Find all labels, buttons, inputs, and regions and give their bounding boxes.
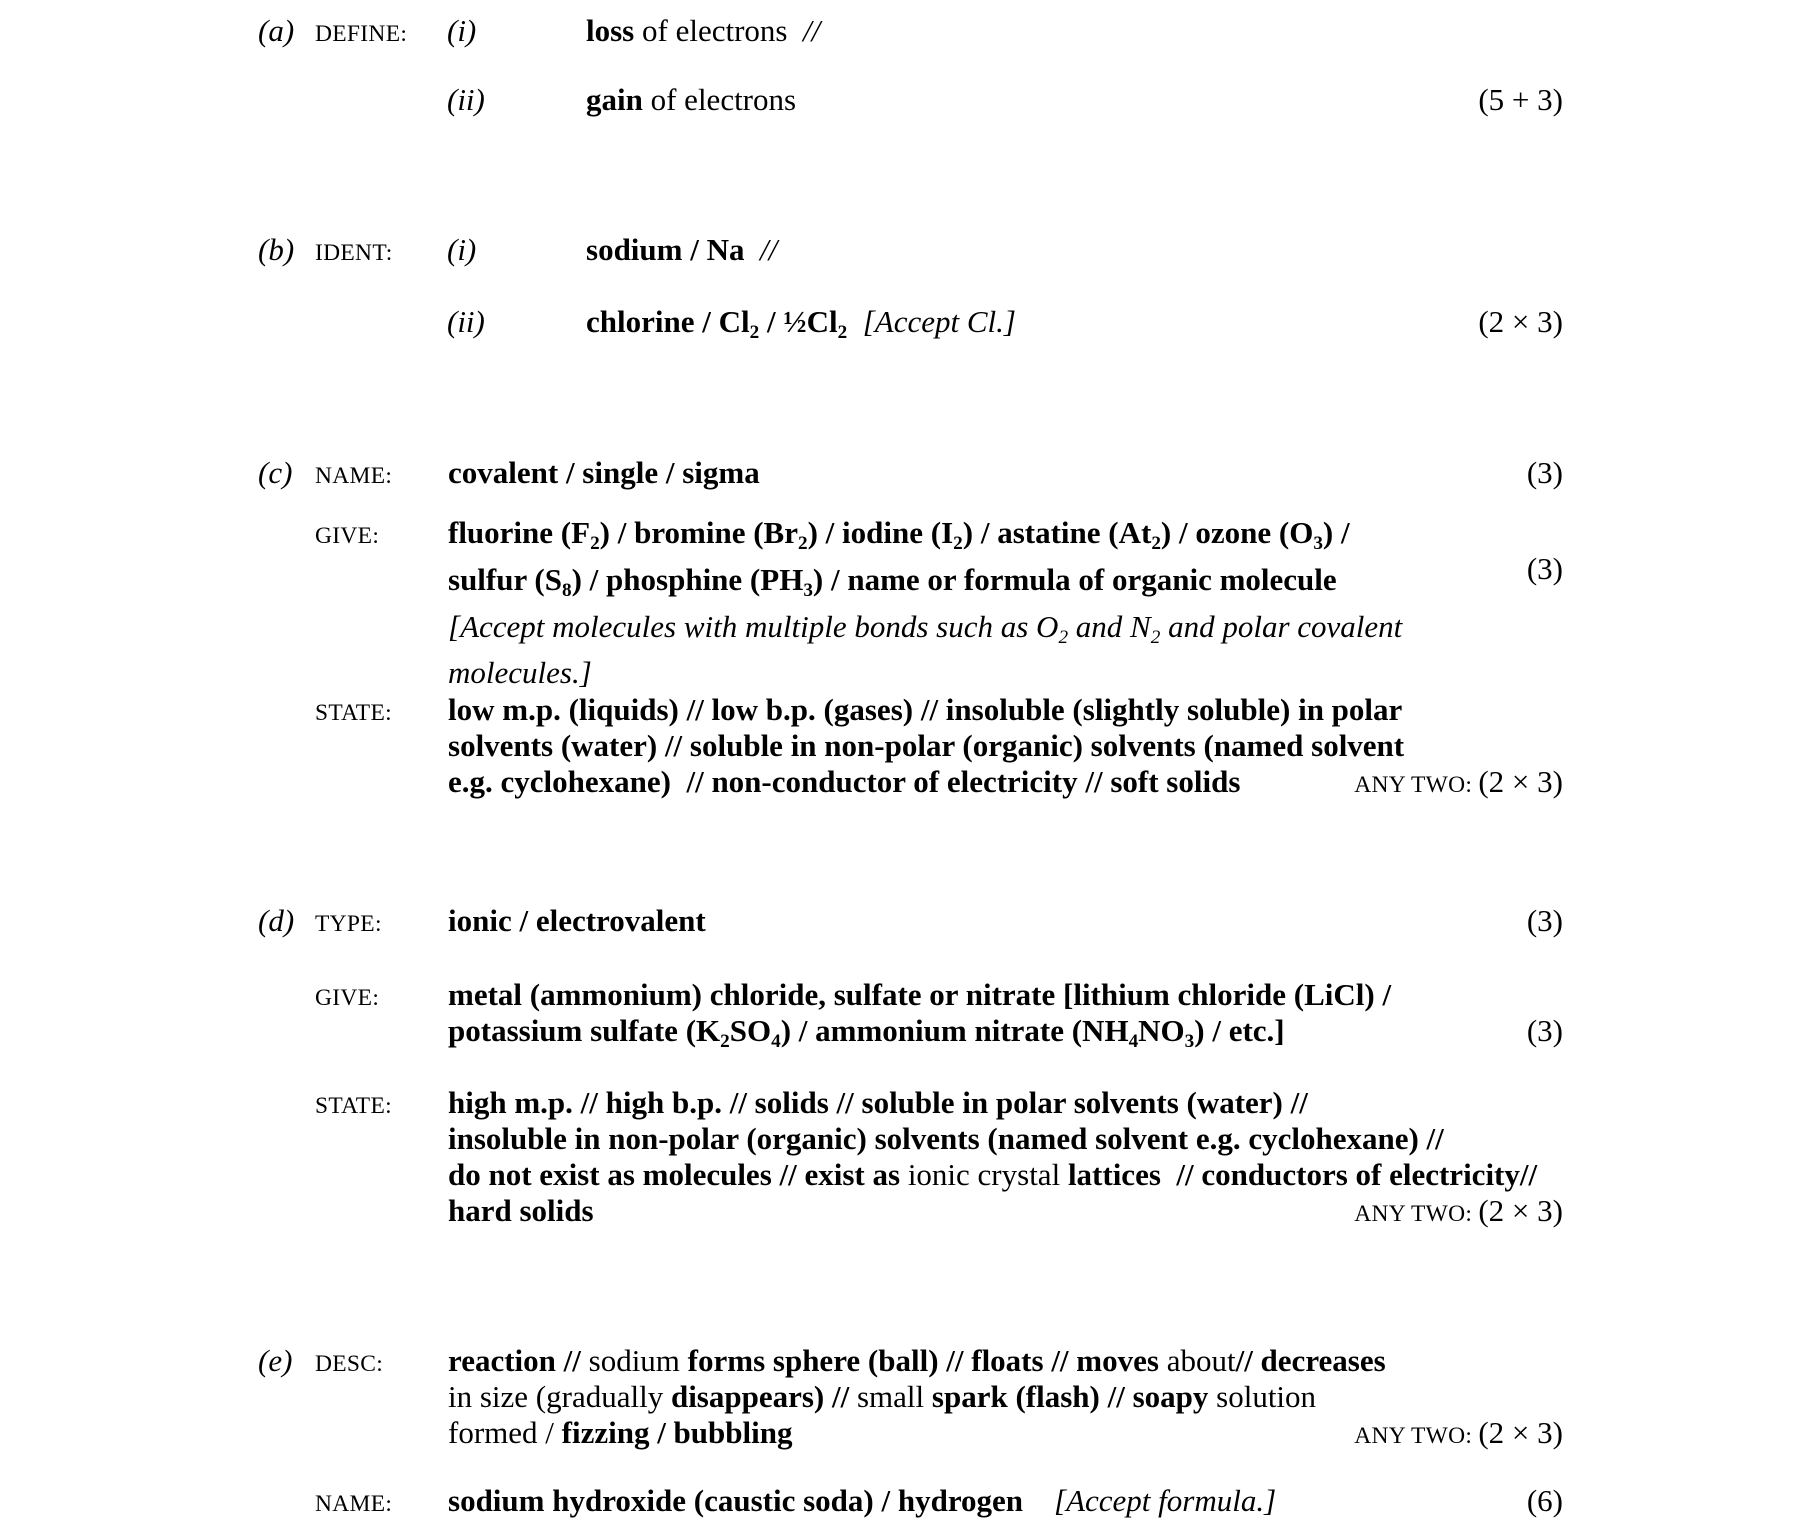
text-run: and N	[1068, 608, 1151, 644]
text-run: low m.p. (liquids) // low b.p. (gases) // insoluble (slightly soluble) in polar	[448, 692, 1403, 727]
answer-line	[448, 562, 1402, 609]
any-two-label: ANY TWO:	[1354, 1201, 1479, 1227]
text-run: lattices	[1067, 1157, 1161, 1192]
section-label: DESC:	[315, 1350, 384, 1377]
answer-line	[448, 609, 1402, 656]
marks	[1527, 1013, 1563, 1049]
answer-content	[448, 977, 1391, 1060]
answer-content	[448, 903, 706, 939]
text-run: in size (gradually	[448, 1379, 671, 1414]
answer-line	[448, 455, 760, 491]
mark-value: (2 × 3)	[1478, 1193, 1563, 1228]
text-run: of electrons	[634, 13, 803, 48]
text-run: potassium sulfate (K	[448, 1013, 721, 1048]
answer-line	[448, 903, 706, 939]
text-run: fizzing / bubbling	[561, 1415, 793, 1450]
text-run: loss	[586, 13, 635, 48]
text-run: [Accept formula.]	[1054, 1483, 1277, 1518]
answer-line	[448, 1343, 1386, 1379]
answer-line	[448, 692, 1404, 728]
mark-value: (3)	[1526, 551, 1563, 586]
part-label: (b)	[258, 232, 295, 267]
text-run: 2	[1150, 626, 1161, 648]
mark-value: (6)	[1526, 1483, 1563, 1518]
answer-line	[448, 764, 1404, 800]
answer-content	[586, 304, 1016, 351]
part-label: (e)	[258, 1343, 293, 1378]
part-label: (a)	[258, 13, 295, 48]
mark-value: (2 × 3)	[1478, 304, 1563, 339]
answer-line	[448, 1379, 1386, 1415]
text-run: ) / bromine (Br	[599, 515, 798, 550]
text-run: high m.p. // high b.p. // solids // soluble in polar solvents (water) //	[448, 1085, 1308, 1120]
marks	[1527, 903, 1563, 939]
text-run: ) / etc.]	[1194, 1013, 1285, 1048]
text-run: spark (flash) // soapy	[931, 1379, 1209, 1414]
answer-content	[448, 515, 1402, 691]
part-label: (c)	[258, 455, 293, 490]
text-run: ) /	[1322, 515, 1350, 550]
text-run: ) / ozone (O	[1160, 515, 1314, 550]
text-run	[847, 304, 863, 339]
text-run: 3	[803, 579, 813, 601]
text-run: ) / name or formula of organic molecule	[812, 561, 1337, 597]
answer-content	[448, 692, 1404, 800]
part-label: (d)	[258, 903, 295, 938]
text-run: e.g. cyclohexane) // non-conductor of electricity // soft solids	[448, 764, 1241, 799]
text-run: gain	[586, 82, 643, 117]
mark-value: (5 + 3)	[1478, 82, 1563, 117]
mark-value: (2 × 3)	[1478, 764, 1563, 799]
answer-line	[586, 232, 777, 268]
text-run: ) / ammonium nitrate (NH	[780, 1013, 1129, 1048]
item-marker: (i)	[447, 13, 477, 48]
marks	[1527, 1483, 1563, 1519]
answer-line	[448, 515, 1402, 562]
text-run: / ½Cl	[759, 304, 838, 339]
text-run: ) / phosphine (PH	[571, 561, 804, 597]
text-run: do not exist as molecules // exist as	[448, 1157, 908, 1192]
answer-line	[448, 1157, 1537, 1193]
text-run: // conductors of electricity//	[1160, 1157, 1538, 1192]
text-run: solution	[1208, 1379, 1317, 1414]
text-run: 8	[562, 579, 572, 601]
section-label: NAME:	[315, 462, 393, 489]
text-run: chlorine / Cl	[586, 304, 750, 339]
text-run: 3	[1184, 1030, 1195, 1052]
answer-line	[448, 1415, 1386, 1451]
marks	[1354, 764, 1563, 803]
text-run: ) / iodine (I	[807, 515, 954, 550]
text-run: 2	[590, 532, 600, 554]
section-label: DEFINE:	[315, 20, 408, 47]
answer-content	[448, 1343, 1386, 1451]
section-label: GIVE:	[315, 522, 380, 549]
text-run: solvents (water) // soluble in non-polar (organic) solvents (named solvent	[448, 728, 1405, 763]
text-run: ionic / electrovalent	[448, 903, 706, 938]
text-run: fluorine (F	[448, 515, 591, 550]
any-two-label: ANY TWO:	[1354, 1423, 1479, 1449]
text-run: [Accept molecules with multiple bonds such as O	[448, 608, 1059, 644]
text-run: 4	[771, 1030, 781, 1052]
answer-line	[448, 977, 1391, 1013]
text-run: 2	[720, 1030, 730, 1052]
text-run: sodium	[588, 1343, 688, 1378]
text-run: formed /	[448, 1415, 562, 1450]
text-run: //	[802, 13, 821, 48]
text-run: // decreases	[1235, 1343, 1386, 1378]
mark-value: (3)	[1526, 1013, 1563, 1048]
marks	[1478, 304, 1563, 340]
section-label: STATE:	[315, 1092, 392, 1119]
text-run: NO	[1138, 1013, 1185, 1048]
any-two-label: ANY TWO:	[1354, 772, 1479, 798]
text-run: [Accept Cl.]	[862, 304, 1016, 339]
answer-content	[448, 1483, 1276, 1519]
text-run: reaction //	[448, 1343, 589, 1378]
text-run: sodium / Na	[586, 232, 760, 267]
answer-content	[448, 455, 760, 491]
text-run: covalent / single / sigma	[448, 455, 760, 490]
marks	[1354, 1415, 1563, 1454]
text-run: 2	[953, 532, 963, 554]
answer-line	[448, 1121, 1537, 1157]
section-label: IDENT:	[315, 239, 393, 266]
text-run: metal (ammonium) chloride, sulfate or nitrate [lithium chloride (LiCl) /	[448, 977, 1392, 1012]
section-label: STATE:	[315, 699, 392, 726]
text-run: molecules.]	[448, 655, 592, 691]
text-run: ) / astatine (At	[962, 515, 1152, 550]
text-run: and polar covalent	[1160, 608, 1403, 644]
answer-line	[586, 13, 820, 49]
text-run: about	[1166, 1343, 1236, 1378]
text-run: sodium hydroxide (caustic soda) / hydrogen	[448, 1483, 1024, 1518]
answer-content	[586, 82, 796, 118]
marks	[1527, 551, 1563, 587]
text-run: 2	[1151, 532, 1161, 554]
answer-line	[448, 1085, 1537, 1121]
text-run: small	[849, 1379, 932, 1414]
answer-content	[586, 13, 820, 49]
section-label: TYPE:	[315, 910, 382, 937]
text-run: 3	[1313, 532, 1323, 554]
answer-line	[448, 655, 1402, 691]
text-run: 2	[798, 532, 808, 554]
marks	[1354, 1193, 1563, 1232]
text-run: 2	[837, 321, 848, 343]
answer-line	[448, 1013, 1391, 1060]
text-run: disappears) //	[670, 1379, 850, 1414]
text-run: SO	[729, 1013, 772, 1048]
text-run: hard solids	[448, 1193, 594, 1228]
answer-content	[586, 232, 777, 268]
answer-line	[586, 304, 1016, 351]
text-run: forms sphere (ball) // floats // moves	[687, 1343, 1167, 1378]
text-run: 2	[749, 321, 760, 343]
text-run	[1023, 1483, 1054, 1518]
section-label: NAME:	[315, 1490, 393, 1517]
mark-value: (3)	[1526, 903, 1563, 938]
marks	[1527, 455, 1563, 491]
answer-line	[586, 82, 796, 118]
mark-value: (3)	[1526, 455, 1563, 490]
text-run: insoluble in non-polar (organic) solvents (named solvent e.g. cyclohexane) //	[448, 1121, 1444, 1156]
text-run: ionic crystal	[907, 1157, 1068, 1192]
item-marker: (ii)	[447, 82, 485, 117]
text-run: //	[759, 232, 778, 267]
marks	[1478, 82, 1563, 118]
text-run: 2	[1058, 626, 1069, 648]
mark-value: (2 × 3)	[1478, 1415, 1563, 1450]
answer-line	[448, 728, 1404, 764]
text-run: of electrons	[642, 82, 797, 117]
item-marker: (ii)	[447, 304, 485, 339]
section-label: GIVE:	[315, 984, 380, 1011]
item-marker: (i)	[447, 232, 477, 267]
text-run: 4	[1128, 1030, 1139, 1052]
answer-line	[448, 1483, 1276, 1519]
text-run: sulfur (S	[448, 561, 562, 597]
